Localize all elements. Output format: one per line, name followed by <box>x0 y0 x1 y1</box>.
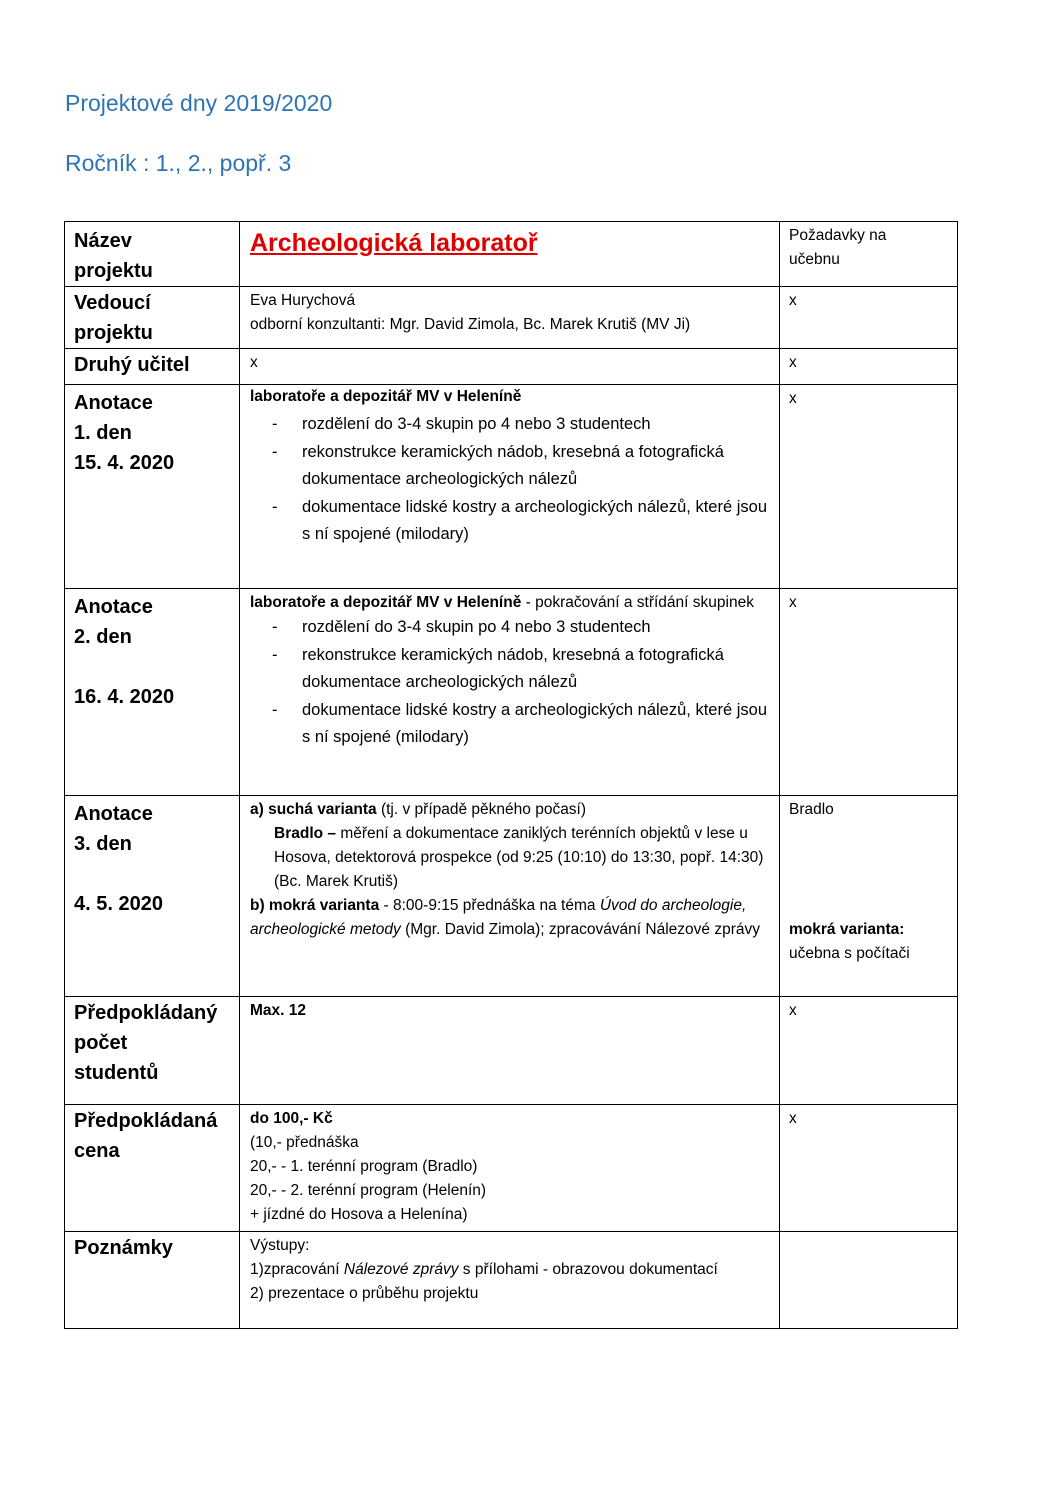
requirement-value: učebna s počítači <box>789 945 910 962</box>
label-cell <box>65 349 240 385</box>
row-label: 2. den <box>74 626 132 648</box>
requirements-cell <box>780 796 958 997</box>
list-item: - rekonstrukce keramických nádob, kresebná a fotografická dokumentace archeologických nálezů <box>272 439 779 494</box>
requirement-value: x <box>789 390 797 407</box>
wet-variant-label: mokrá varianta: <box>789 921 905 938</box>
value-cell <box>240 287 780 349</box>
list-item: - dokumentace lidské kostry a archeologických nálezů, které jsou s ní spojené (milodary) <box>272 494 779 549</box>
value-cell <box>240 796 780 997</box>
project-table <box>64 221 958 1329</box>
requirements-cell <box>780 997 958 1105</box>
price-total: do 100,- Kč <box>250 1110 333 1127</box>
list-item: - dokumentace lidské kostry a archeologických nálezů, které jsou s ní spojené (milodary) <box>272 697 779 752</box>
table-row-second-teacher <box>65 349 958 385</box>
notes-heading: Výstupy: <box>250 1237 310 1254</box>
row-label: počet <box>74 1032 128 1054</box>
requirement-value: x <box>789 1002 797 1019</box>
price-line: + jízdné do Hosova a Helenína) <box>250 1206 468 1223</box>
table-row-leader <box>65 287 958 349</box>
row-label: Vedoucí <box>74 292 151 314</box>
row-label: 1. den <box>74 422 132 444</box>
row-label: Anotace <box>74 596 153 618</box>
row-label: Předpokládaný <box>74 1002 218 1024</box>
document-title: Projektové dny 2019/2020 <box>65 90 333 116</box>
row-date: 4. 5. 2020 <box>74 893 163 915</box>
label-cell <box>65 1105 240 1232</box>
label-cell <box>65 385 240 589</box>
row-label: cena <box>74 1140 120 1162</box>
row-label: Anotace <box>74 803 153 825</box>
value-cell <box>240 589 780 796</box>
requirement-value: x <box>789 292 797 309</box>
label-cell <box>65 997 240 1105</box>
requirement-value: x <box>789 1110 797 1127</box>
requirements-header: učebnu <box>789 251 840 268</box>
requirement-value: x <box>789 354 797 371</box>
label-cell <box>65 1232 240 1329</box>
label-cell <box>65 222 240 287</box>
row-label: projektu <box>74 322 153 344</box>
requirements-cell <box>780 1105 958 1232</box>
requirements-cell <box>780 1232 958 1329</box>
notes-item: 2) prezentace o průběhu projektu <box>250 1285 479 1302</box>
grade-line: Ročník : 1., 2., popř. 3 <box>65 150 292 176</box>
value-cell <box>240 349 780 385</box>
requirements-cell <box>780 589 958 796</box>
table-row-annotation-day1 <box>65 385 958 589</box>
student-count-value: Max. 12 <box>250 1002 307 1019</box>
requirements-cell <box>780 287 958 349</box>
requirement-value: x <box>789 594 797 611</box>
row-date: 15. 4. 2020 <box>74 452 175 474</box>
row-label: Název <box>74 230 132 252</box>
dry-variant: a) suchá varianta (tj. v případě pěkného počasí) <box>250 801 587 818</box>
list-item: - rekonstrukce keramických nádob, kresebná a fotografická dokumentace archeologických nálezů <box>272 642 779 697</box>
requirements-cell <box>780 349 958 385</box>
table-row-project-name <box>65 222 958 287</box>
requirements-header: Požadavky na <box>789 227 887 244</box>
list-item: - rozdělení do 3-4 skupin po 4 nebo 3 studentech <box>272 411 779 439</box>
second-teacher-value: x <box>250 354 258 371</box>
project-title: Archeologická laboratoř <box>250 229 538 257</box>
annotation-heading: laboratoře a depozitář MV v Heleníně <box>250 594 522 611</box>
table-row-notes <box>65 1232 958 1329</box>
requirements-cell <box>780 385 958 589</box>
price-line: (10,- přednáška <box>250 1134 359 1151</box>
row-label: Anotace <box>74 392 153 414</box>
table-row-student-count <box>65 997 958 1105</box>
label-cell <box>65 287 240 349</box>
value-cell <box>240 997 780 1105</box>
row-label: Druhý učitel <box>74 354 190 376</box>
value-cell <box>240 1105 780 1232</box>
row-label: studentů <box>74 1062 159 1084</box>
label-cell <box>65 589 240 796</box>
annotation-heading: laboratoře a depozitář MV v Heleníně <box>250 388 522 405</box>
leader-name: Eva Hurychová <box>250 292 356 309</box>
row-label: projektu <box>74 260 153 282</box>
table-row-annotation-day3 <box>65 796 958 997</box>
annotation-list <box>240 411 779 549</box>
annotation-heading-rest: - pokračování a střídání skupinek <box>521 594 754 611</box>
label-cell <box>65 796 240 997</box>
consultants: odborní konzultanti: Mgr. David Zimola, Bc. Marek Krutiš (MV Ji) <box>250 316 691 333</box>
value-cell <box>240 385 780 589</box>
bradlo-program: Bradlo – měření a dokumentace zaniklých terénních objektů v lese u Hosova, detektorová prospekce (od 9:25 (10:10) do 13:30, popř. 14:30) (Bc. Marek Krutiš) <box>274 825 764 890</box>
notes-item: 1)zpracování Nálezové zprávy s přílohami - obrazovou dokumentací <box>250 1261 718 1278</box>
price-line: 20,- - 2. terénní program (Helenín) <box>250 1182 487 1199</box>
value-cell <box>240 1232 780 1329</box>
row-label: 3. den <box>74 833 132 855</box>
row-date: 16. 4. 2020 <box>74 686 175 708</box>
value-cell <box>240 222 780 287</box>
row-label: Poznámky <box>74 1237 173 1259</box>
table-row-price <box>65 1105 958 1232</box>
requirement-value: Bradlo <box>789 801 834 818</box>
price-line: 20,- - 1. terénní program (Bradlo) <box>250 1158 478 1175</box>
table-row-annotation-day2 <box>65 589 958 796</box>
list-item: - rozdělení do 3-4 skupin po 4 nebo 3 studentech <box>272 614 779 642</box>
wet-variant: b) mokrá varianta - 8:00-9:15 přednáška na téma Úvod do archeologie, archeologické metody (Mgr. David Zimola); zpracovávání Nálezové zprávy <box>250 897 760 938</box>
annotation-list <box>240 614 779 752</box>
requirements-cell <box>780 222 958 287</box>
row-label: Předpokládaná <box>74 1110 218 1132</box>
